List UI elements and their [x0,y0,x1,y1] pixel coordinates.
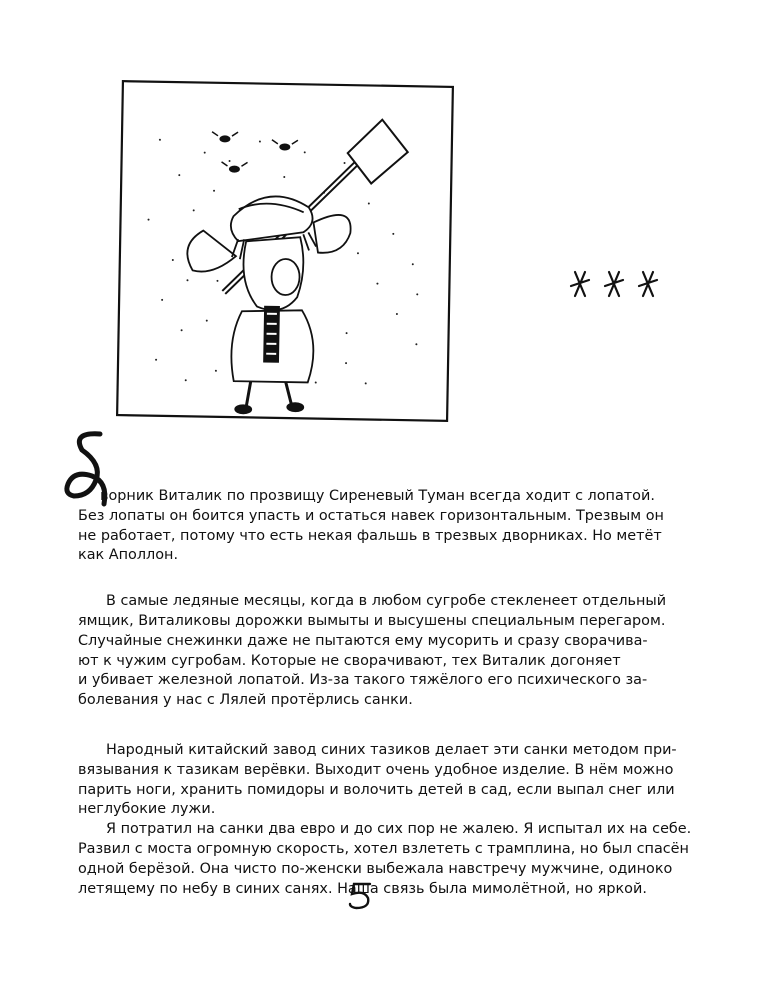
illustration-frame [115,79,455,423]
text-line: одной берёзой. Она чисто по-женски выбежала навстречу мужчине, одиноко [78,860,673,877]
page-number [346,880,376,912]
text-line: ямщик, Виталиковы дорожки вымыты и высушены специальным перегаром. [78,612,666,629]
body-text [78,487,692,899]
text-line: В самые ледяные месяцы, когда в любом сугробе стекленеет отдельный [106,593,667,610]
text-line: Народный китайский завод синих тазиков делает эти санки методом при- [106,741,677,758]
text-line: Случайные снежинки даже не пытаются ему мусорить и сразу сворачива- [78,632,648,649]
text-line: Я потратил на санки два евро и до сих пор не жалею. Я испытал их на себе. [106,821,692,838]
text-line: вязывания к тазикам верёвки. Выходит очень удобное изделие. В нём можно [78,761,674,778]
text-line: летящему по небу в синих санях. Наша связь была мимолётной, но яркой. [78,880,647,897]
text-line: не работает, потому что есть некая фальшь в трезвых дворниках. Но метёт [78,527,662,544]
text-line: как Аполлон. [78,547,179,564]
text-line: и убивает железной лопатой. Из-за такого тяжёлого его психического за- [78,672,648,689]
text-line: Развил с моста огромную скорость, хотел взлететь с трамплина, но был спасён [78,840,689,857]
text-line: Без лопаты он боится упасть и остаться навек горизонтальным. Трезвым он [78,507,664,524]
janitor-with-shovel-illustration [115,79,455,423]
text-line: болевания у нас с Лялей протёрлись санки. [78,692,413,709]
text-line: неглубокие лужи. [78,801,216,818]
text-line: ют к чужим сугробам. Которые не сворачивают, тех Виталик догоняет [78,652,621,669]
three-asterisks-icon [567,266,667,300]
text-line: парить ноги, хранить помидоры и волочить детей в сад, если выпал снег или [78,781,675,798]
text-line: ворник Виталик по прозвищу Сиреневый Туман всегда ходит с лопатой. [100,488,655,504]
